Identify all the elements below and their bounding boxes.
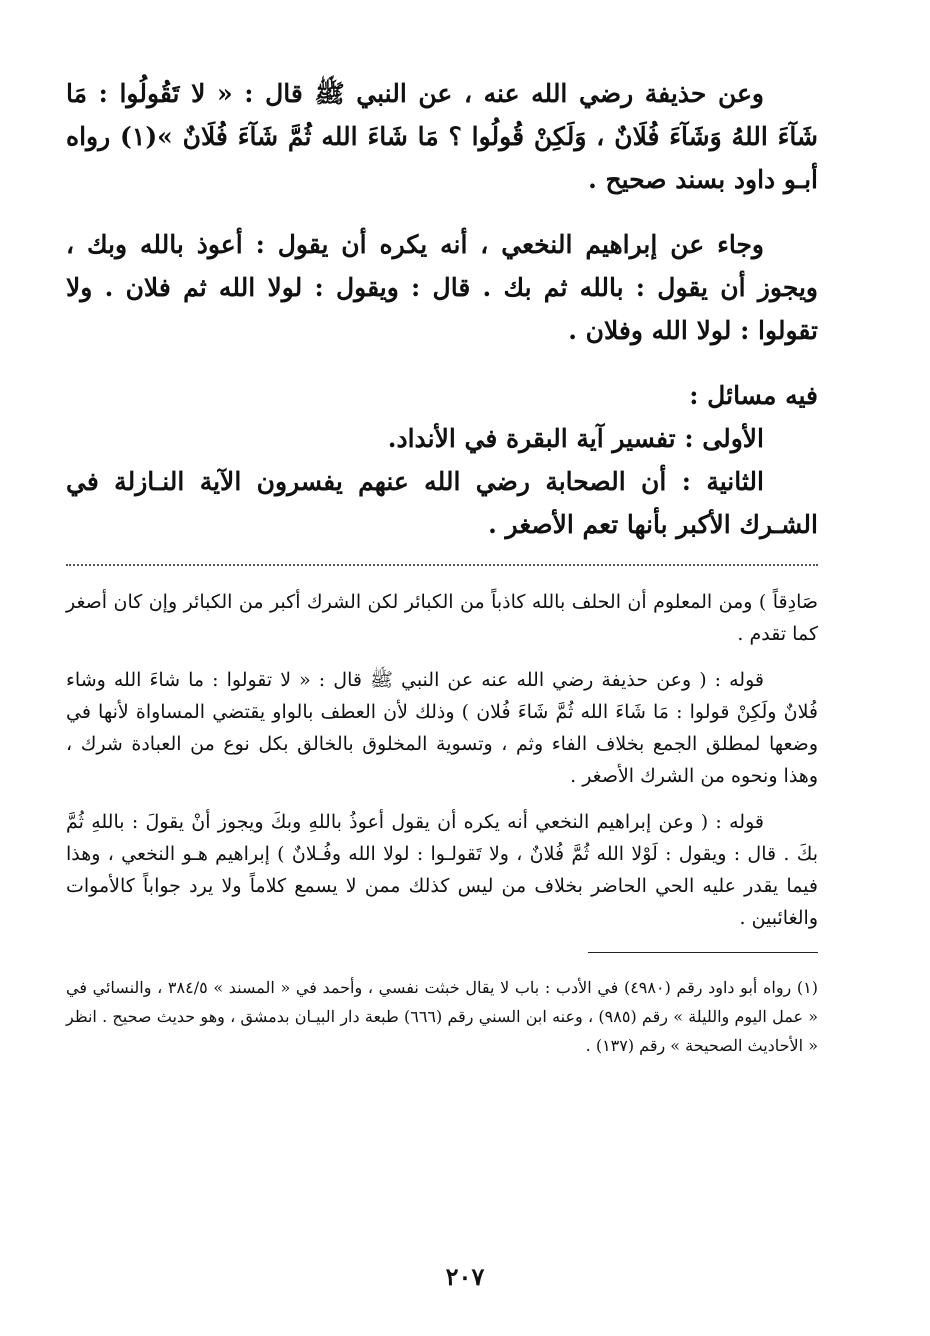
commentary-paragraph-1: صَادِقاً ) ومن المعلوم أن الحلف بالله كاذباً من الكبائر لكن الشرك أكبر من الكبائر وإن كان أصغر كما تقدم .: [66, 591, 818, 645]
issue-second: الثانية : أن الصحابة رضي الله عنهم يفسرون الآية النـازلة في الشـرك الأكبر بأنها تعم الأصغر .: [66, 467, 818, 539]
footnotes-section: [66, 973, 818, 1060]
page-body: [66, 72, 818, 1060]
page-number: ٢٠٧: [445, 1262, 485, 1291]
commentary-paragraph-3: قوله : ( وعن إبراهيم النخعي أنه يكره أن يقول أعوذُ باللهِ وبكَ ويجوز أنْ يقولَ : باللهِ ثُمَّ بكَ . قال : ويقول : لَوْلا الله ثُمَّ فُلانٌ ، ولا تَقولـوا : لولا الله وفُـلانٌ ) إبراهيم هـو النخعي ، وهذا فيما يقدر عليه الحي الحاضر بخلاف من ليس كذلك ممن لا يسمع كلاماً ولا يرد جواباً كالأموات والغائبين .: [66, 811, 818, 929]
issue-first: الأولى : تفسير آية البقرة في الأنداد.: [387, 424, 764, 453]
ibrahim-paragraph: وجاء عن إبراهيم النخعي ، أنه يكره أن يقول : أعوذ بالله وبك ، ويجوز أن يقول : بالله ثم بك . قال : ويقول : لولا الله ثم فلان . ولا تقولوا : لولا الله وفلان .: [66, 230, 818, 345]
main-text: [66, 72, 818, 546]
hadith-paragraph: وعن حذيفة رضي الله عنه ، عن النبي ﷺ قال : « لا تَقُولُوا : مَا شَآءَ اللهُ وَشَآءَ فُلَانٌ ، وَلَكِنْ قُولُوا ؟ مَا شَاءَ الله ثُمَّ شَآءَ فُلَانٌ »(١) رواه أبـو داود بسند صحيح .: [66, 79, 818, 194]
dotted-divider: [66, 564, 818, 566]
commentary-paragraph-2: قوله : ( وعن حذيفة رضي الله عنه عن النبي ﷺ قال : « لا تقولوا : ما شاءَ الله وشاء فُلانٌ ولَكِنْ قولوا : مَا شَاءَ الله ثُمَّ شَاءَ فُلان ) وذلك لأن العطف بالواو يقتضي المساواة لأنها في وضعها لمطلق الجمع بخلاف الفاء وثم ، وتسوية المخلوق بالخالق بكل نوع من العبادة شرك ، وهذا ونحوه من الشرك الأصغر .: [66, 669, 818, 787]
footnote-rule: [588, 952, 818, 953]
issues-heading: فيه مسائل :: [689, 381, 818, 410]
commentary-section: [66, 586, 818, 934]
footnote-1: (١) رواه أبو داود رقم (٤٩٨٠) في الأدب : باب لا يقال خبثت نفسي ، وأحمد في « المسند » ٣٨٤/٥ ، والنسائي في « عمل اليوم والليلة » رقم (٩٨٥) ، وعنه ابن السني رقم (٦٦٦) طبعة دار البيـان بدمشق ، وهو حديث صحيح . انظر « الأحاديث الصحيحة » رقم (١٣٧) .: [66, 978, 819, 1055]
